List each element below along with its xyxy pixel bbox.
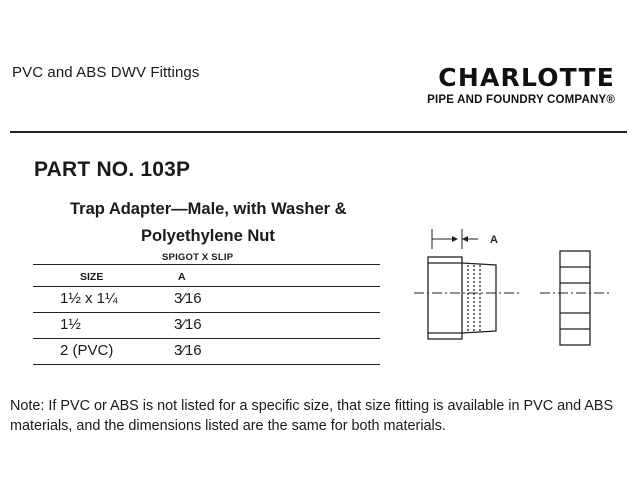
cell-a: 3⁄16 <box>174 290 202 307</box>
adapter-body <box>428 257 496 339</box>
connection-header: SPIGOT X SLIP <box>162 252 234 263</box>
nut-body <box>560 251 590 345</box>
cell-size: 2 (PVC) <box>60 342 114 359</box>
note-text: Note: If PVC or ABS is not listed for a specific size, that size fitting is available in PVC and ABS materials, and the dimensions listed are the same for both materials. <box>10 398 614 434</box>
part-title-line-1: Trap Adapter—Male, with Washer & <box>70 200 347 218</box>
dimension-label: A <box>490 234 498 246</box>
part-title-line-2: Polyethylene Nut <box>141 227 275 245</box>
table-rule-header <box>33 286 380 287</box>
column-header-size: SIZE <box>80 271 104 283</box>
column-header-a: A <box>178 271 186 283</box>
table-rule-top <box>33 264 380 265</box>
cell-size: 1½ x 1¼ <box>60 290 118 307</box>
section-title: PVC and ABS DWV Fittings <box>12 64 200 81</box>
brand-subtitle: PIPE AND FOUNDRY COMPANY® <box>427 94 615 106</box>
cell-a: 3⁄16 <box>174 316 202 333</box>
table-rule-bottom <box>33 364 380 365</box>
cell-a: 3⁄16 <box>174 342 202 359</box>
dimension-a-marker <box>432 229 478 249</box>
brand-logo <box>389 64 615 106</box>
table-row-rule <box>33 338 380 339</box>
fitting-diagram <box>400 225 620 355</box>
part-number: PART NO. 103P <box>34 158 191 181</box>
brand-name: CHARLOTTE <box>438 63 615 92</box>
table-row-rule <box>33 312 380 313</box>
cell-size: 1½ <box>60 316 81 333</box>
header-divider <box>10 131 627 133</box>
